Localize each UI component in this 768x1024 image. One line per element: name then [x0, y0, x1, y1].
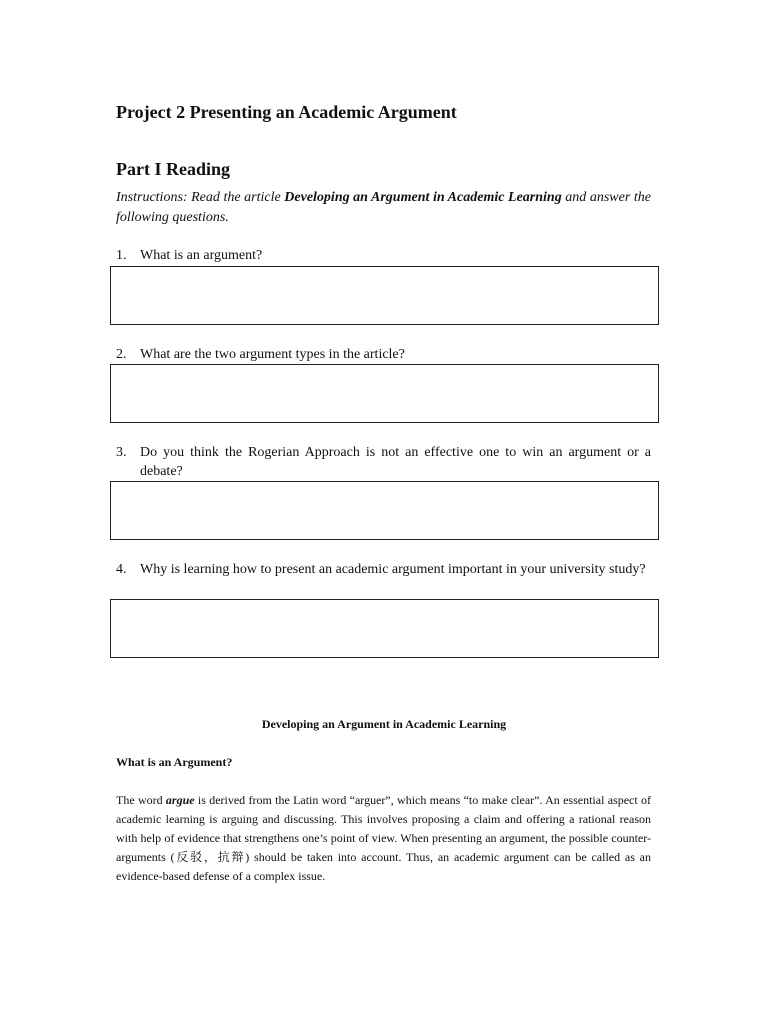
- answer-box-3[interactable]: [110, 481, 659, 540]
- question-number: 4.: [116, 562, 127, 577]
- question-text: Do you think the Rogerian Approach is not an effective one to win an argument or a debate?: [140, 445, 651, 479]
- article-paragraph: [116, 791, 651, 886]
- document-title: Project 2 Presenting an Academic Argument: [116, 102, 457, 122]
- question-number: 2.: [116, 347, 127, 362]
- question-text: What is an argument?: [140, 248, 263, 263]
- instructions-suffix: and answer the following questions.: [116, 190, 651, 225]
- question-text: Why is learning how to present an academic argument important in your university study?: [140, 562, 646, 577]
- paragraph-emphasis-word: argue: [165, 793, 195, 807]
- answer-box-4[interactable]: [110, 599, 659, 658]
- paragraph-text-after: is derived from the Latin word “arguer”, which means “to make clear”. An essential aspect of academic learning is arguing and discussing. This involves proposing a claim and offering a rational reason with help of evidence that strengthens one’s point of view. When presenting an argument, the possible counter-arguments (反驳，抗辩) should be taken into account. Thus, an academic argument can be called as an evidence-based defense of a complex issue.: [116, 793, 651, 883]
- question-text: What are the two argument types in the article?: [140, 347, 405, 362]
- part-heading: Part I Reading: [116, 159, 230, 179]
- section-heading: What is an Argument?: [116, 755, 233, 769]
- article-title: Developing an Argument in Academic Learning: [261, 717, 507, 731]
- question-1: [116, 246, 651, 265]
- answer-box-1[interactable]: [110, 266, 659, 325]
- question-2: [116, 345, 651, 364]
- paragraph-text-before: The word: [116, 793, 166, 807]
- instructions-article-name: Developing an Argument in Academic Learning: [284, 190, 562, 205]
- instructions-prefix: Instructions: Read the article: [116, 190, 285, 205]
- question-number: 1.: [116, 248, 127, 263]
- question-number: 3.: [116, 445, 127, 460]
- instructions: [116, 188, 651, 228]
- question-4: [116, 560, 651, 579]
- question-3: [116, 443, 651, 481]
- answer-box-2[interactable]: [110, 364, 659, 423]
